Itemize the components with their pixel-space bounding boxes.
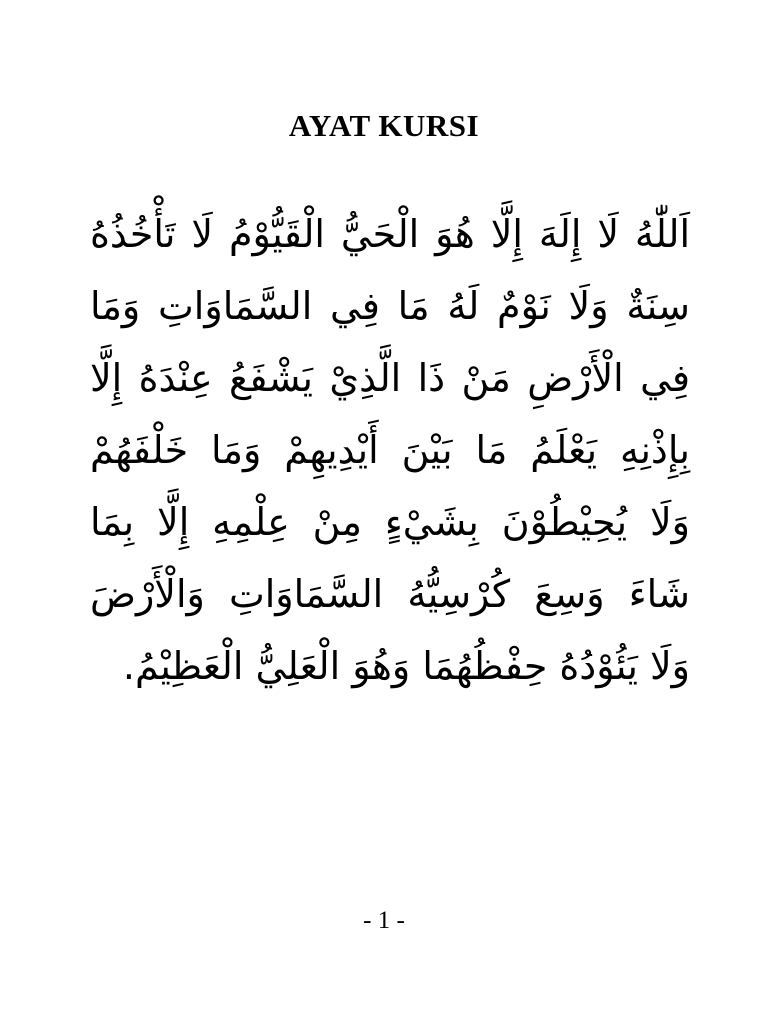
verse-line: بِإِذْنِهِ يَعْلَمُ مَا بَيْنَ أَيْدِيهِمْ وَمَا خَلْفَهُمْ [90,428,690,472]
verse-line: وَلَا يَئُوْدُهُ حِفْظُهُمَا وَهُوَ الْعَلِيُّ الْعَظِيْمُ. [122,644,690,688]
verse-line: سِنَةٌ وَلَا نَوْمٌ لَهُ مَا فِي السَّمَاوَاتِ وَمَا [90,284,690,328]
verse-line: شَاءَ وَسِعَ كُرْسِيُّهُ السَّمَاوَاتِ وَالْأَرْضَ [90,572,690,616]
verse-line: اَللّٰهُ لَا إِلَهَ إِلَّا هُوَ الْحَيُّ الْقَيُّوْمُ لَا تَأْخُذُهُ [90,212,690,256]
verse-line: فِي الْأَرْضِ مَنْ ذَا الَّذِيْ يَشْفَعُ عِنْدَهُ إِلَّا [90,356,690,400]
arabic-verse [90,198,690,702]
page-number: - 1 - [363,907,405,934]
verse-line: وَلَا يُحِيْطُوْنَ بِشَيْءٍ مِنْ عِلْمِهِ إِلَّا بِمَا [90,500,690,544]
page-title: AYAT KURSI [288,108,480,143]
